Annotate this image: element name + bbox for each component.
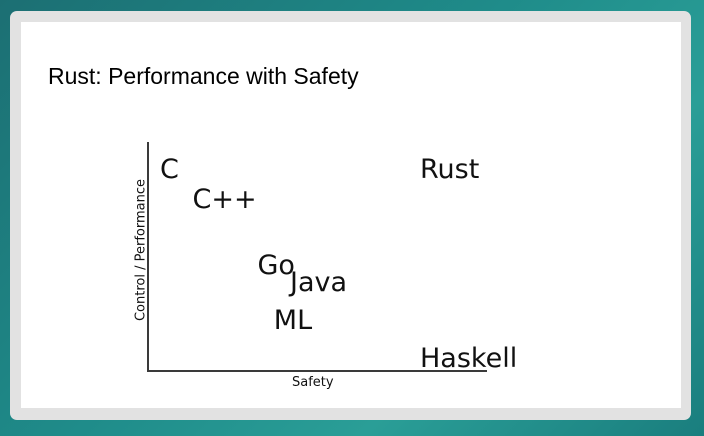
point-label-ml: ML <box>273 305 313 337</box>
slide-title: Rust: Performance with Safety <box>48 63 359 89</box>
point-label-java: Java <box>290 267 348 299</box>
point-label-haskell: Haskell <box>420 343 518 374</box>
point-label-c: C++ <box>192 184 257 216</box>
point-label-c: C <box>160 154 179 185</box>
point-label-rust: Rust <box>420 154 480 185</box>
point-label-go: Go <box>257 249 295 281</box>
y-axis-label: Control / Performance <box>133 178 149 322</box>
x-axis-label: Safety <box>292 375 334 390</box>
